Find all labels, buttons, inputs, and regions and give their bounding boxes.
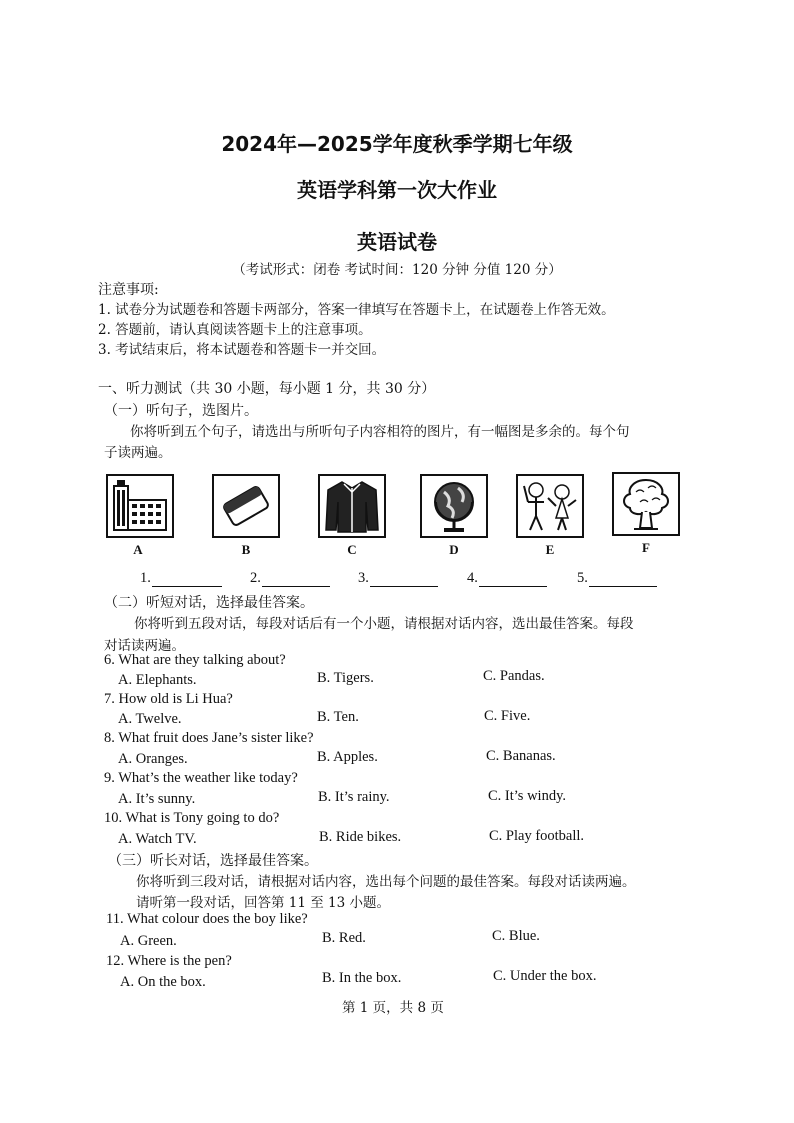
part1-instruction: 你将听到五个句子，请选出与所听句子内容相符的图片，有一幅图是多余的。每个句 xyxy=(130,424,630,440)
option-a[interactable]: A. Elephants. xyxy=(118,672,197,688)
question-text: 6. What are they talking about? xyxy=(104,652,286,668)
option-b[interactable]: B. Ten. xyxy=(317,709,359,725)
part1-heading: （一）听句子，选图片。 xyxy=(104,403,258,419)
question-text: 8. What fruit does Jane’s sister like? xyxy=(104,730,314,746)
option-c[interactable]: C. Bananas. xyxy=(486,748,556,764)
option-c[interactable]: C. Under the box. xyxy=(493,968,597,984)
picture-label: E xyxy=(545,542,555,557)
answer-blank-line[interactable] xyxy=(479,585,547,587)
part3-instruction: 请听第一段对话，回答第 11 至 13 小题。 xyxy=(136,895,391,911)
picture-b-eraser xyxy=(212,474,280,538)
answer-blank-label: 2. xyxy=(250,570,261,586)
question-text: 7. How old is Li Hua? xyxy=(104,691,233,707)
option-a[interactable]: A. Green. xyxy=(120,933,177,949)
page-number: 第 1 页，共 8 页 xyxy=(342,1000,444,1016)
part2-instruction: 你将听到五段对话，每段对话后有一个小题，请根据对话内容，选出最佳答案。每段 xyxy=(134,616,634,632)
answer-blank-label: 3. xyxy=(358,570,369,586)
option-c[interactable]: C. Play football. xyxy=(489,828,585,844)
jacket-icon xyxy=(320,476,384,536)
picture-label: D xyxy=(449,542,459,557)
question-text: 9. What’s the weather like today? xyxy=(104,770,298,786)
picture-label: A xyxy=(133,542,143,557)
notes-item: 2. 答题前，请认真阅读答题卡上的注意事项。 xyxy=(98,322,372,338)
option-c[interactable]: C. Pandas. xyxy=(483,668,545,684)
question-text: 12. Where is the pen? xyxy=(106,953,232,969)
answer-blank-label: 5. xyxy=(577,570,588,586)
option-c[interactable]: C. Blue. xyxy=(492,928,540,944)
option-a[interactable]: A. Watch TV. xyxy=(118,831,197,847)
picture-a-building xyxy=(106,474,174,538)
question-text: 10. What is Tony going to do? xyxy=(104,810,280,826)
answer-blank-label: 1. xyxy=(140,570,151,586)
answer-blank-line[interactable] xyxy=(370,585,438,587)
notes-item: 1. 试卷分为试题卷和答题卡两部分，答案一律填写在答题卡上，在试题卷上作答无效。 xyxy=(98,302,615,318)
picture-label: B xyxy=(241,542,251,557)
answer-blank-line[interactable] xyxy=(262,585,330,587)
picture-label: C xyxy=(347,542,357,557)
picture-label: F xyxy=(642,540,650,555)
picture-c-jacket xyxy=(318,474,386,538)
option-a[interactable]: A. Oranges. xyxy=(118,751,188,767)
part3-instruction: 你将听到三段对话，请根据对话内容，选出每个问题的最佳答案。每段对话读两遍。 xyxy=(136,874,636,890)
option-b[interactable]: B. Tigers. xyxy=(317,670,374,686)
tree-icon xyxy=(614,474,678,534)
option-b[interactable]: B. It’s rainy. xyxy=(318,789,390,805)
answer-blank-label: 4. xyxy=(467,570,478,586)
building-icon xyxy=(108,476,172,536)
notes-item: 3. 考试结束后，将本试题卷和答题卡一并交回。 xyxy=(98,342,386,358)
globe-icon xyxy=(422,476,486,536)
eraser-icon xyxy=(214,476,278,536)
option-a[interactable]: A. On the box. xyxy=(120,974,206,990)
answer-blank-line[interactable] xyxy=(152,585,222,587)
part2-instruction: 对话读两遍。 xyxy=(104,638,185,654)
exam-info: （考试形式：闭卷 考试时间：120 分钟 分值 120 分） xyxy=(232,262,562,278)
exam-title-line3: 英语试卷 xyxy=(357,230,437,254)
exam-title-line1: 2024年—2025学年度秋季学期七年级 xyxy=(221,132,573,156)
option-c[interactable]: C. It’s windy. xyxy=(488,788,567,804)
option-a[interactable]: A. Twelve. xyxy=(118,711,182,727)
picture-d-globe xyxy=(420,474,488,538)
part2-heading: （二）听短对话，选择最佳答案。 xyxy=(104,595,314,611)
part3-heading: （三）听长对话，选择最佳答案。 xyxy=(108,853,318,869)
option-c[interactable]: C. Five. xyxy=(484,708,531,724)
children-icon xyxy=(518,476,582,536)
option-b[interactable]: B. Red. xyxy=(322,930,366,946)
part1-instruction: 子读两遍。 xyxy=(104,445,172,461)
answer-blank-line[interactable] xyxy=(589,585,657,587)
option-b[interactable]: B. Ride bikes. xyxy=(319,829,402,845)
option-b[interactable]: B. In the box. xyxy=(322,970,402,986)
question-text: 11. What colour does the boy like? xyxy=(106,911,308,927)
option-b[interactable]: B. Apples. xyxy=(317,749,378,765)
section1-heading: 一、听力测试（共 30 小题，每小题 1 分，共 30 分） xyxy=(98,381,436,397)
option-a[interactable]: A. It’s sunny. xyxy=(118,791,196,807)
picture-e-children xyxy=(516,474,584,538)
picture-f-tree xyxy=(612,472,680,536)
notes-heading: 注意事项: xyxy=(98,282,159,298)
exam-title-line2: 英语学科第一次大作业 xyxy=(297,178,497,202)
